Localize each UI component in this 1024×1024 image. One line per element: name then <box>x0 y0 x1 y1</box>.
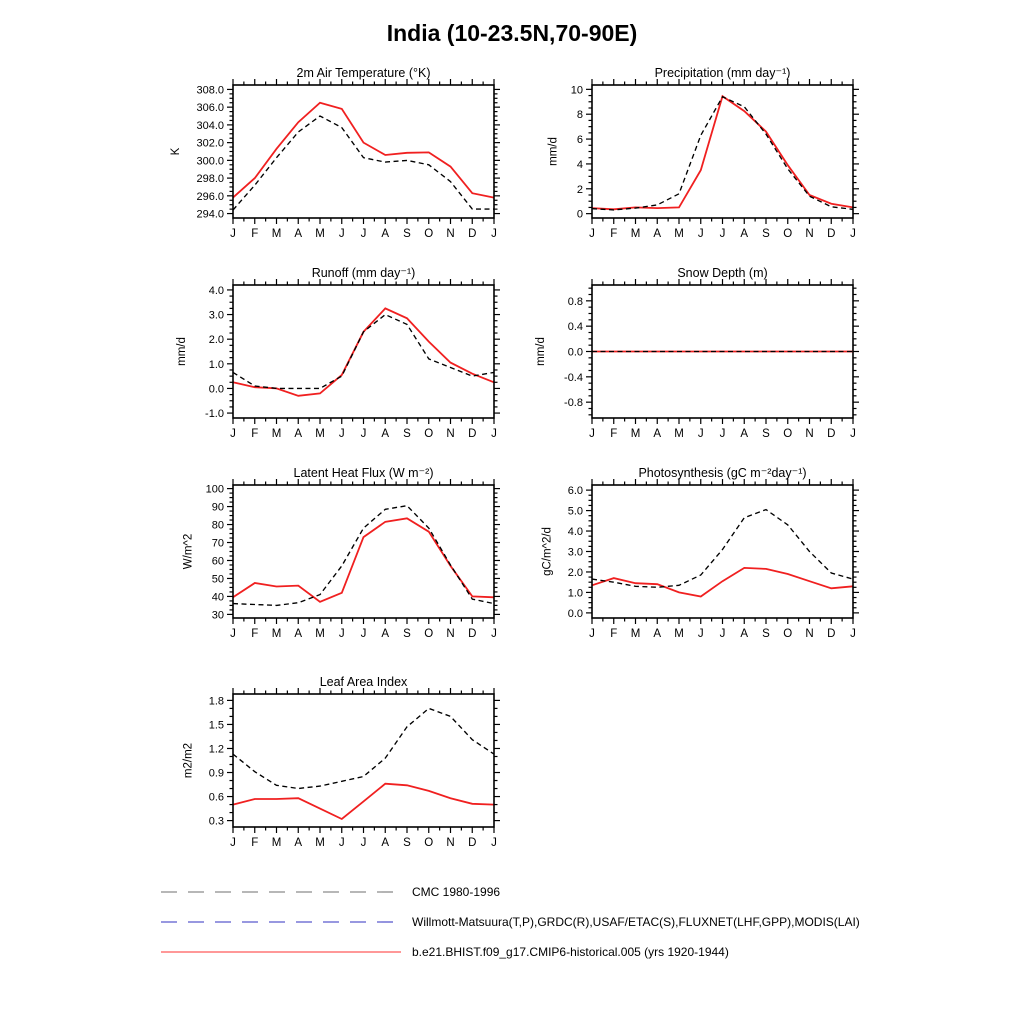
x-tick-label: J <box>360 628 367 640</box>
x-tick-label: J <box>338 628 345 640</box>
y-tick-label: 0.8 <box>567 295 583 308</box>
legend-label: b.e21.BHIST.f09_g17.CMIP6-historical.005 (yrs 1920-1944) <box>412 945 729 959</box>
y-tick-label: 30 <box>211 609 224 622</box>
x-tick-label: J <box>589 228 595 240</box>
x-tick-label: O <box>424 837 434 849</box>
panel-runoff-mm-day <box>176 266 500 440</box>
y-axis-label: W/m^2 <box>182 533 195 570</box>
x-tick-label: D <box>468 428 477 440</box>
panel-title: Photosynthesis (gC m⁻²day⁻¹) <box>638 466 807 480</box>
y-tick-label: 0 <box>576 208 583 221</box>
x-tick-label: A <box>653 628 662 640</box>
x-tick-label: A <box>381 228 390 240</box>
y-tick-label: 80 <box>211 519 224 532</box>
x-tick-label: J <box>850 428 856 440</box>
legend-label: CMC 1980-1996 <box>412 885 501 899</box>
y-tick-label: 2 <box>576 183 583 196</box>
x-tick-label: M <box>630 628 641 640</box>
x-tick-label: A <box>381 837 390 849</box>
panel-title: Runoff (mm day⁻¹) <box>311 266 416 280</box>
panel-latent-heat-flux-w-m <box>182 466 500 640</box>
y-tick-label: 4 <box>576 158 583 171</box>
x-tick-label: J <box>697 628 704 640</box>
x-tick-label: N <box>805 628 814 640</box>
y-tick-label: 0.4 <box>567 321 583 334</box>
y-axis-label: gC/m^2/d <box>541 527 554 576</box>
x-tick-label: M <box>630 428 641 440</box>
x-tick-label: S <box>762 428 770 440</box>
panel-photosynthesis-gc-m-day <box>541 466 859 640</box>
x-tick-label: J <box>230 428 236 440</box>
x-tick-label: J <box>360 837 367 849</box>
y-tick-label: 0.6 <box>208 791 224 804</box>
x-tick-label: O <box>424 628 434 640</box>
series-line-obs <box>233 315 494 389</box>
x-tick-label: F <box>610 228 618 240</box>
x-tick-label: J <box>491 228 497 240</box>
y-tick-label: 296.0 <box>196 190 224 203</box>
series-line-obs <box>592 97 853 210</box>
x-tick-label: J <box>589 428 595 440</box>
y-tick-label: 6 <box>576 134 583 147</box>
x-tick-label: N <box>446 428 455 440</box>
series-line-model <box>233 518 494 602</box>
x-tick-label: O <box>424 428 434 440</box>
x-tick-label: A <box>294 628 303 640</box>
x-tick-label: D <box>468 228 477 240</box>
panel-title: Latent Heat Flux (W m⁻²) <box>293 466 434 480</box>
y-tick-label: 308.0 <box>196 84 224 97</box>
x-tick-label: J <box>338 228 345 240</box>
y-tick-label: 50 <box>211 573 224 586</box>
x-tick-label: M <box>674 228 684 240</box>
x-tick-label: S <box>403 837 411 849</box>
x-tick-label: A <box>740 428 749 440</box>
axis-ticks <box>209 688 500 849</box>
x-tick-label: J <box>719 428 726 440</box>
y-tick-label: 300.0 <box>196 155 224 168</box>
x-tick-label: F <box>251 428 259 440</box>
y-tick-label: 294.0 <box>196 208 224 221</box>
x-tick-label: O <box>424 228 434 240</box>
y-tick-label: 5.0 <box>567 505 583 518</box>
y-tick-label: 8 <box>576 109 583 122</box>
gray-dashed-line-swatch <box>160 888 402 896</box>
series-line-obs <box>233 708 494 788</box>
y-tick-label: 0.3 <box>208 815 224 828</box>
panel-title: Precipitation (mm day⁻¹) <box>654 66 791 80</box>
x-tick-label: F <box>251 228 259 240</box>
y-tick-label: 2.0 <box>567 566 583 579</box>
y-tick-label: 0.0 <box>567 346 583 359</box>
panel-title: Snow Depth (m) <box>677 266 768 280</box>
axis-frame <box>233 285 494 418</box>
x-tick-label: M <box>674 428 684 440</box>
x-tick-label: F <box>610 428 618 440</box>
x-tick-label: A <box>653 228 662 240</box>
y-axis-label: K <box>170 147 182 156</box>
x-tick-label: J <box>491 628 497 640</box>
x-tick-label: M <box>315 628 325 640</box>
x-tick-label: A <box>653 428 662 440</box>
x-tick-label: D <box>827 628 836 640</box>
y-axis-label: m2/m2 <box>182 742 195 779</box>
x-tick-label: M <box>630 228 641 240</box>
y-tick-label: 1.0 <box>567 587 583 600</box>
y-axis-label: mm/d <box>547 137 560 166</box>
y-tick-label: 100 <box>205 483 224 496</box>
series-line-model <box>592 568 853 597</box>
series-line-obs <box>592 510 853 588</box>
x-tick-label: M <box>315 428 325 440</box>
legend-entry-model-run <box>160 937 860 967</box>
x-tick-label: S <box>403 628 411 640</box>
x-tick-label: S <box>403 228 411 240</box>
y-tick-label: 3.0 <box>208 309 224 322</box>
x-tick-label: M <box>674 628 684 640</box>
x-tick-label: M <box>271 628 282 640</box>
x-tick-label: O <box>783 428 793 440</box>
y-axis-label: mm/d <box>176 337 189 366</box>
x-tick-label: F <box>610 628 618 640</box>
x-tick-label: S <box>762 228 770 240</box>
y-tick-label: 1.8 <box>208 695 224 708</box>
x-tick-label: A <box>381 628 390 640</box>
y-axis-label: mm/d <box>535 337 548 366</box>
y-tick-label: 1.2 <box>208 743 224 756</box>
y-tick-label: 90 <box>211 501 224 514</box>
axis-ticks <box>205 279 500 440</box>
x-tick-label: M <box>315 837 325 849</box>
x-tick-label: D <box>468 628 477 640</box>
y-tick-label: -0.4 <box>564 371 583 384</box>
x-tick-label: J <box>230 837 236 849</box>
x-tick-label: J <box>491 428 497 440</box>
x-tick-label: J <box>360 228 367 240</box>
axis-ticks <box>206 479 500 640</box>
x-tick-label: O <box>783 628 793 640</box>
x-tick-label: J <box>589 628 595 640</box>
y-tick-label: 70 <box>211 537 224 550</box>
x-tick-label: N <box>446 628 455 640</box>
series-line-model <box>592 96 853 209</box>
y-tick-label: 6.0 <box>567 485 583 498</box>
x-tick-label: M <box>315 228 325 240</box>
y-tick-label: 0.0 <box>567 607 583 620</box>
x-tick-label: A <box>740 628 749 640</box>
panel-2m-air-temperature-k <box>170 66 500 240</box>
x-tick-label: N <box>805 428 814 440</box>
y-tick-label: 10 <box>570 84 583 97</box>
x-tick-label: N <box>805 228 814 240</box>
x-tick-label: D <box>827 428 836 440</box>
x-tick-label: J <box>360 428 367 440</box>
y-tick-label: 1.5 <box>208 719 224 732</box>
series-line-obs <box>233 506 494 606</box>
x-tick-label: A <box>294 837 303 849</box>
x-tick-label: F <box>251 837 259 849</box>
red-solid-line-swatch <box>160 948 402 956</box>
y-tick-label: 302.0 <box>196 137 224 150</box>
y-tick-label: 298.0 <box>196 173 224 186</box>
x-tick-label: J <box>850 228 856 240</box>
x-tick-label: N <box>446 228 455 240</box>
y-tick-label: 60 <box>211 555 224 568</box>
y-tick-label: 304.0 <box>196 119 224 132</box>
x-tick-label: N <box>446 837 455 849</box>
blue-dashed-line-swatch <box>160 918 402 926</box>
x-tick-label: M <box>271 837 282 849</box>
x-tick-label: A <box>740 228 749 240</box>
axis-ticks <box>564 279 859 440</box>
x-tick-label: J <box>338 428 345 440</box>
x-tick-label: J <box>697 228 704 240</box>
panel-title: Leaf Area Index <box>319 675 408 689</box>
y-tick-label: 306.0 <box>196 102 224 115</box>
axis-frame <box>233 694 494 827</box>
y-tick-label: 0.0 <box>208 383 224 396</box>
x-tick-label: D <box>468 837 477 849</box>
panel-title: 2m Air Temperature (°K) <box>296 66 431 80</box>
y-tick-label: 2.0 <box>208 334 224 347</box>
series-line-obs <box>233 116 494 210</box>
x-tick-label: J <box>491 837 497 849</box>
x-tick-label: F <box>251 628 259 640</box>
y-tick-label: -0.8 <box>564 397 583 410</box>
legend <box>160 877 860 967</box>
x-tick-label: J <box>338 837 345 849</box>
page-title: India (10-23.5N,70-90E) <box>386 20 638 46</box>
axis-ticks <box>196 79 500 240</box>
y-tick-label: 4.0 <box>208 284 224 297</box>
x-tick-label: J <box>230 628 236 640</box>
y-tick-label: 40 <box>211 591 224 604</box>
series-line-model <box>233 784 494 819</box>
y-tick-label: 3.0 <box>567 546 583 559</box>
axis-frame <box>233 485 494 618</box>
axis-frame <box>592 485 853 618</box>
legend-label: Willmott-Matsuura(T,P),GRDC(R),USAF/ETAC(S),FLUXNET(LHF,GPP),MODIS(LAI) <box>412 915 860 929</box>
panel-precipitation-mm-day <box>548 66 859 240</box>
x-tick-label: A <box>294 428 303 440</box>
legend-entry-obs-products <box>160 907 860 937</box>
x-tick-label: J <box>719 228 726 240</box>
y-tick-label: 4.0 <box>567 526 583 539</box>
y-tick-label: 0.9 <box>208 767 224 780</box>
x-tick-label: A <box>381 428 390 440</box>
series-line-model <box>233 103 494 198</box>
x-tick-label: M <box>271 228 282 240</box>
panel-snow-depth-m <box>535 266 859 440</box>
legend-entry-cmc <box>160 877 860 907</box>
axis-frame <box>233 85 494 218</box>
x-tick-label: M <box>271 428 282 440</box>
x-tick-label: A <box>294 228 303 240</box>
x-tick-label: J <box>697 428 704 440</box>
axis-ticks <box>571 79 859 240</box>
panel-leaf-area-index <box>182 675 500 849</box>
x-tick-label: J <box>719 628 726 640</box>
x-tick-label: S <box>403 428 411 440</box>
x-tick-label: D <box>827 228 836 240</box>
x-tick-label: J <box>850 628 856 640</box>
x-tick-label: O <box>783 228 793 240</box>
y-tick-label: -1.0 <box>205 408 224 421</box>
x-tick-label: S <box>762 628 770 640</box>
x-tick-label: J <box>230 228 236 240</box>
series-line-model <box>233 308 494 395</box>
y-tick-label: 1.0 <box>208 358 224 371</box>
